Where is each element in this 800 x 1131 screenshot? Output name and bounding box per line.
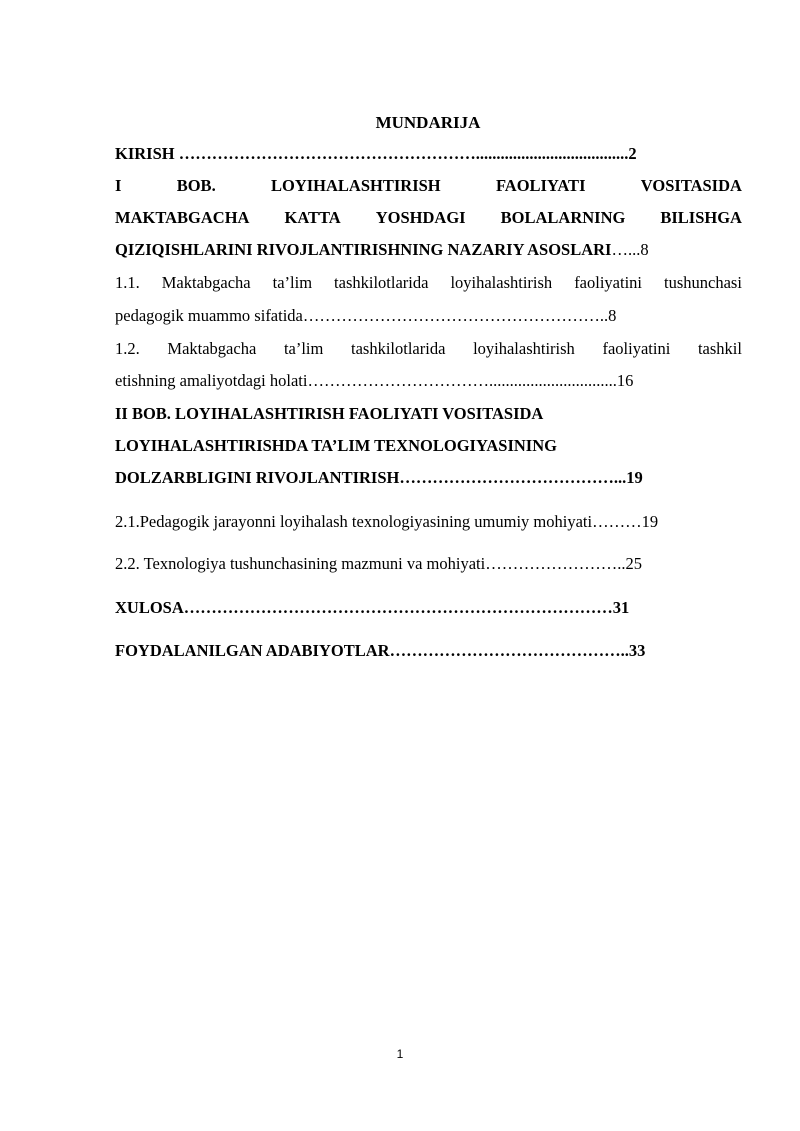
toc-entry-chapter2-line3[interactable] xyxy=(115,467,742,489)
adabiyotlar-text: FOYDALANILGAN ADABIYOTLAR……………………………………..33 xyxy=(115,641,646,660)
word: Maktabgacha xyxy=(167,339,257,358)
word: loyihalashtirish xyxy=(473,339,575,358)
word: BILISHGA xyxy=(660,208,742,227)
section-2-2-text: 2.2. Texnologiya tushunchasining mazmuni va mohiyati……………………..25 xyxy=(115,554,642,573)
toc-entry-section-1-1-line1[interactable] xyxy=(115,272,742,294)
word: 1.2. xyxy=(115,339,140,358)
toc-entry-chapter1-line3[interactable] xyxy=(115,239,742,261)
word: Maktabgacha xyxy=(161,273,251,292)
toc-entry-section-2-2[interactable] xyxy=(115,553,742,575)
toc-entry-section-2-1[interactable] xyxy=(115,511,742,533)
chapter2-title-1: II BOB. LOYIHALASHTIRISH FAOLIYATI VOSITASIDA xyxy=(115,404,544,423)
word: tushunchasi xyxy=(664,273,742,292)
chapter1-page: …...8 xyxy=(611,240,649,259)
section-2-1-text: 2.1.Pedagogik jarayonni loyihalash texnologiyasining umumiy mohiyati………19 xyxy=(115,512,659,531)
word: BOB. xyxy=(176,176,216,195)
word: LOYIHALASHTIRISH xyxy=(271,176,441,195)
page-number: 1 xyxy=(396,1047,404,1061)
chapter2-title-2: LOYIHALASHTIRISHDA TA’LIM TEXNOLOGIYASINING xyxy=(115,436,557,455)
chapter2-title-3: DOLZARBLIGINI RIVOJLANTIRISH…………………………………...19 xyxy=(115,468,643,487)
word: faoliyatini xyxy=(602,339,671,358)
toc-entry-section-1-2-line1[interactable] xyxy=(115,338,742,360)
word: BOLALARNING xyxy=(500,208,626,227)
word: 1.1. xyxy=(115,273,140,292)
word: tashkilotlarida xyxy=(351,339,446,358)
toc-entry-xulosa[interactable] xyxy=(115,597,742,619)
word: VOSITASIDA xyxy=(640,176,742,195)
chapter1-title-tail: QIZIQISHLARINI RIVOJLANTIRISHNING NAZARIY ASOSLARI xyxy=(115,240,612,259)
toc-entry-kirish[interactable] xyxy=(115,143,742,165)
word: ta’lim xyxy=(283,339,324,358)
toc-entry-section-1-1-line2[interactable] xyxy=(115,305,742,327)
toc-entry-adabiyotlar[interactable] xyxy=(115,640,742,662)
word: YOSHDAGI xyxy=(375,208,466,227)
word: ta’lim xyxy=(272,273,313,292)
toc-entry-chapter2-line2[interactable] xyxy=(115,435,742,457)
section-1-2-tail: etishning amaliyotdagi holati……………………………...............................16 xyxy=(115,371,634,390)
word: loyihalashtirish xyxy=(450,273,553,292)
word: tashkilotlarida xyxy=(334,273,429,292)
word: KATTA xyxy=(284,208,341,227)
word: faoliyatini xyxy=(574,273,643,292)
word: I xyxy=(115,176,122,195)
toc-entry-chapter2-line1[interactable] xyxy=(115,403,742,425)
toc-entry-chapter1-line1[interactable] xyxy=(115,175,742,197)
page-title: MUNDARIJA xyxy=(375,113,481,132)
toc-entry-chapter1-line2[interactable] xyxy=(115,207,742,229)
toc-entry-section-1-2-line2[interactable] xyxy=(115,370,742,392)
word: FAOLIYATI xyxy=(495,176,586,195)
section-1-1-tail: pedagogik muammo sifatida………………………………………………..8 xyxy=(115,306,617,325)
word: MAKTABGACHA xyxy=(115,208,250,227)
word: tashkil xyxy=(697,339,742,358)
xulosa-text: XULOSA……………………………………………………………………31 xyxy=(115,598,630,617)
toc-kirish-text: KIRISH ……………………………………………….....................................2 xyxy=(115,144,637,163)
